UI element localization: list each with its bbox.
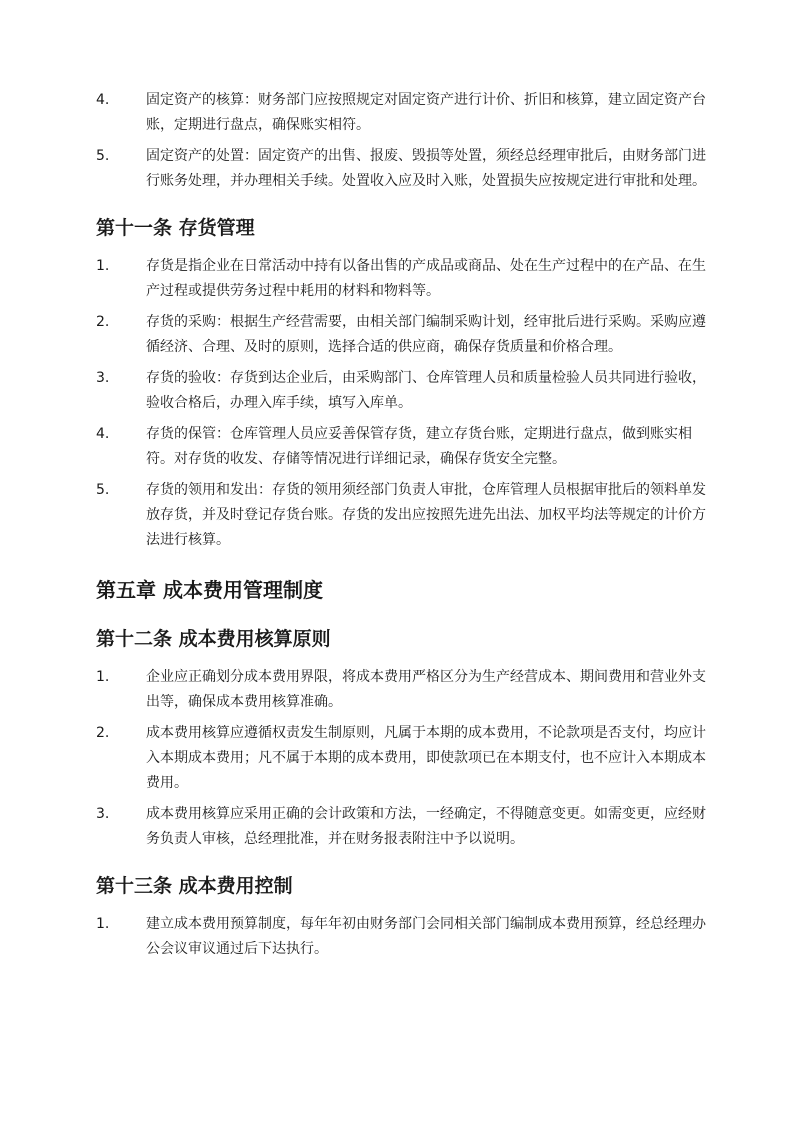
list-text: 企业应正确划分成本费用界限，将成本费用严格区分为生产经营成本、期间费用和营业外支出等，确保成本费用核算准确。 <box>146 669 706 710</box>
list-text: 存货的验收：存货到达企业后，由采购部门、仓库管理人员和质量检验人员共同进行验收，验收合格后，办理入库手续，填写入库单。 <box>146 370 706 411</box>
list-text: 成本费用核算应遵循权责发生制原则，凡属于本期的成本费用，不论款项是否支付，均应计入本期成本费用；凡不属于本期的成本费用，即使款项已在本期支付，也不应计入本期成本费用。 <box>146 725 706 791</box>
list-item <box>96 478 706 553</box>
list-item <box>96 88 706 138</box>
list-item <box>96 665 706 715</box>
list-item <box>96 254 706 304</box>
list-text: 存货的领用和发出：存货的领用须经部门负责人审批，仓库管理人员根据审批后的领料单发放存货，并及时登记存货台账。存货的发出应按照先进先出法、加权平均法等规定的计价方法进行核算。 <box>146 482 706 548</box>
list-text: 固定资产的核算：财务部门应按照规定对固定资产进行计价、折旧和核算，建立固定资产台账，定期进行盘点，确保账实相符。 <box>146 92 706 133</box>
list-number: 5. <box>96 148 110 164</box>
list-item <box>96 310 706 360</box>
list-number: 1. <box>96 258 110 274</box>
list-text: 存货的保管：仓库管理人员应妥善保管存货，建立存货台账，定期进行盘点，做到账实相符。对存货的收发、存储等情况进行详细记录，确保存货安全完整。 <box>146 426 692 467</box>
list-number: 3. <box>96 370 110 386</box>
list-number: 3. <box>96 806 110 822</box>
list-item <box>96 802 706 852</box>
list-text: 成本费用核算应采用正确的会计政策和方法，一经确定，不得随意变更。如需变更，应经财务负责人审核，总经理批准，并在财务报表附注中予以说明。 <box>146 806 706 847</box>
list-item <box>96 422 706 472</box>
list-text: 存货的采购：根据生产经营需要，由相关部门编制采购计划，经审批后进行采购。采购应遵循经济、合理、及时的原则，选择合适的供应商，确保存货质量和价格合理。 <box>146 314 706 355</box>
section-11-heading: 第十一条 存货管理 <box>96 217 255 239</box>
section-13-heading: 第十三条 成本费用控制 <box>96 875 293 897</box>
list-number: 2. <box>96 314 110 330</box>
list-number: 4. <box>96 426 110 442</box>
list-number: 5. <box>96 482 110 498</box>
list-item <box>96 912 706 962</box>
document-page <box>96 88 706 968</box>
list-item <box>96 144 706 194</box>
list-text: 存货是指企业在日常活动中持有以备出售的产成品或商品、处在生产过程中的在产品、在生产过程或提供劳务过程中耗用的材料和物料等。 <box>146 258 706 299</box>
list-item <box>96 721 706 796</box>
list-number: 1. <box>96 669 110 685</box>
list-number: 1. <box>96 916 110 932</box>
list-number: 4. <box>96 92 110 108</box>
list-text: 建立成本费用预算制度，每年年初由财务部门会同相关部门编制成本费用预算，经总经理办公会议审议通过后下达执行。 <box>146 916 706 957</box>
chapter-5-heading: 第五章 成本费用管理制度 <box>96 578 323 602</box>
section-12-heading: 第十二条 成本费用核算原则 <box>96 628 331 650</box>
list-text: 固定资产的处置：固定资产的出售、报废、毁损等处置，须经总经理审批后，由财务部门进行账务处理，并办理相关手续。处置收入应及时入账，处置损失应按规定进行审批和处理。 <box>146 148 706 189</box>
list-number: 2. <box>96 725 110 741</box>
list-item <box>96 366 706 416</box>
